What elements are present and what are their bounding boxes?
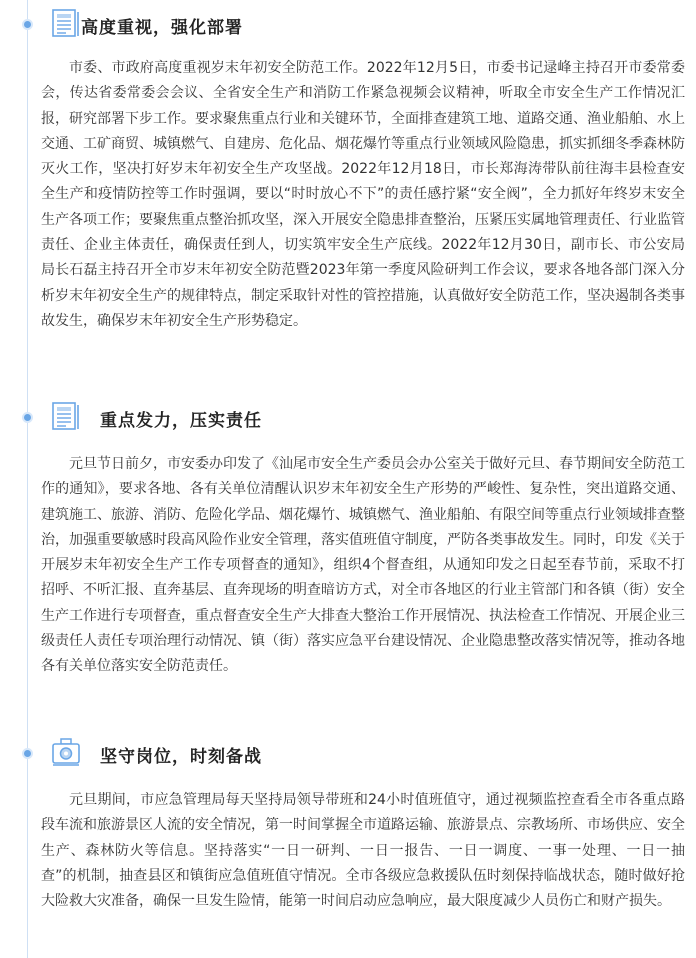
timeline-line (27, 0, 28, 958)
document-icon (50, 8, 82, 38)
section-header (0, 735, 696, 771)
section-title: 高度重视，强化部署 (81, 18, 243, 38)
timeline-dot (22, 19, 33, 30)
section-title: 坚守岗位，时刻备战 (100, 747, 262, 767)
section-body: 市委、市政府高度重视岁末年初安全防范工作。2022年12月5日，市委书记逯峰主持召开市委常委会，传达省委常委会会议、全省安全生产和消防工作紧急视频会议精神，听取全市安全生产工作情况汇报，研究部署下步工作。要求聚焦重点行业和关键环节，全面排查建筑工地、道路交通、渔业船舶、水上交通、工矿商贸、城镇燃气、自建房、危化品、烟花爆竹等重点行业领域风险隐患，抓实抓细冬季森林防灭火工作，坚决打好岁末年初安全生产攻坚战。2022年12月18日，市长郑海涛带队前往海丰县检查安全生产和疫情防控等工作时强调，要以“时时放心不下”的责任感拧紧“安全阀”，全力抓好年终岁末安全生产各项工作；要聚焦重点整治抓攻坚，深入开展安全隐患排查整治，压紧压实属地管理责任、行业监管责任、企业主体责任，确保责任到人，切实筑牢安全生产底线。2022年12月30日，副市长、市公安局局长石磊主持召开全市岁末年初安全防范暨2023年第一季度风险研判工作会议，要求各地各部门深入分析岁末年初安全生产的规律特点，制定采取针对性的管控措施，认真做好安全防范工作，坚决遏制各类事故发生，确保岁末年初安全生产形势稳定。 (41, 60, 685, 329)
section-header (0, 6, 696, 42)
camera-icon (50, 737, 82, 767)
timeline-dot (22, 748, 33, 759)
section-body: 元旦期间，市应急管理局每天坚持局领导带班和24小时值班值守，通过视频监控查看全市各重点路段车流和旅游景区人流的安全情况，第一时间掌握全市道路运输、旅游景点、宗教场所、市场供应、安全生产、森林防火等信息。坚持落实“一日一研判、一日一报告、一日一调度、一事一处理、一日一抽查”的机制，抽查县区和镇街应急值班值守情况。全市各级应急救援队伍时刻保持临战状态，随时做好抢大险救大灾准备，确保一旦发生险情，能第一时间启动应急响应，最大限度减少人员伤亡和财产损失。 (41, 792, 685, 910)
section-header (0, 399, 696, 435)
section-title: 重点发力，压实责任 (100, 411, 262, 431)
document-icon (50, 401, 82, 431)
timeline-dot (22, 412, 33, 423)
section-body: 元旦节日前夕，市安委办印发了《汕尾市安全生产委员会办公室关于做好元旦、春节期间安全防范工作的通知》，要求各地、各有关单位清醒认识岁末年初安全生产形势的严峻性、复杂性，突出道路交通、建筑施工、旅游、消防、危险化学品、烟花爆竹、城镇燃气、渔业船舶、有限空间等重点行业领域排查整治，加强重要敏感时段高风险作业安全管理，落实值班值守制度，严防各类事故发生。同时，印发《关于开展岁末年初安全生产工作专项督查的通知》，组织4个督查组，从通知印发之日起至春节前，采取不打招呼、不听汇报、直奔基层、直奔现场的明查暗访方式，对全市各地区的行业主管部门和各镇（街）安全生产工作进行专项督查，重点督查安全生产大排查大整治工作开展情况、执法检查工作情况、开展企业三级责任人责任专项治理行动情况、镇（街）落实应急平台建设情况、企业隐患整改落实情况等，推动各地各有关单位落实安全防范责任。 (41, 456, 685, 675)
